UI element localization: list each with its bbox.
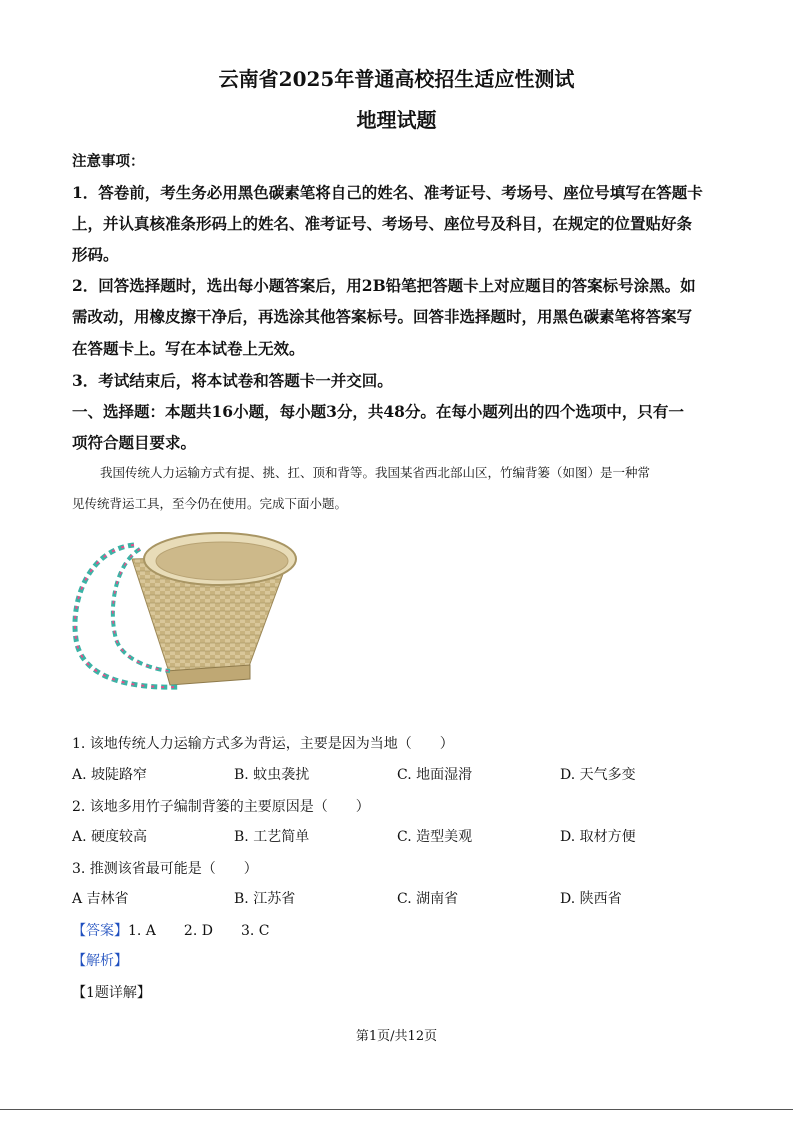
section-heading-line-1: 一、选择题：本题共16小题，每小题3分，共48分。在每小题列出的四个选项中，只有一 xyxy=(72,402,684,421)
section-heading-line-2: 项符合题目要求。 xyxy=(72,433,197,452)
exam-title: 云南省2025年普通高校招生适应性测试 xyxy=(218,67,575,91)
passage-line-1: 我国传统人力运输方式有提、挑、扛、顶和背等。我国某省西北部山区，竹编背篓（如图）是一种常 xyxy=(100,465,651,480)
q1-option-a: A. 坡陡路窄 xyxy=(72,767,148,783)
notice-item-1-line-3: 形码。 xyxy=(72,245,119,264)
q3-option-b: B. 江苏省 xyxy=(234,891,296,907)
analysis-label: 【解析】 xyxy=(72,953,128,969)
answer-text: 1. A 2. D 3. C xyxy=(128,923,270,939)
notice-item-1-line-1: 1．答卷前，考生务必用黑色碳素笔将自己的姓名、准考证号、考场号、座位号填写在答题卡 xyxy=(72,183,703,202)
exam-subject: 地理试题 xyxy=(356,108,437,132)
passage-line-2: 见传统背运工具，至今仍在使用。完成下面小题。 xyxy=(72,496,348,511)
q2-option-a: A. 硬度较高 xyxy=(72,829,148,845)
question-1-stem: 1. 该地传统人力运输方式多为背运，主要是因为当地（ ） xyxy=(72,736,454,752)
q3-option-a: A 吉林省 xyxy=(72,891,129,907)
bamboo-basket-image xyxy=(70,519,302,699)
q3-option-d: D. 陕西省 xyxy=(560,891,622,907)
notice-item-1-line-2: 上，并认真核准条形码上的姓名、准考证号、考场号、座位号及科目，在规定的位置贴好条 xyxy=(72,214,693,233)
question-2-stem: 2. 该地多用竹子编制背篓的主要原因是（ ） xyxy=(72,799,370,815)
page-bottom-rule xyxy=(0,1109,793,1110)
q2-option-b: B. 工艺简单 xyxy=(234,829,310,845)
page-number: 第1页/共12页 xyxy=(355,1029,438,1044)
q2-option-d: D. 取材方便 xyxy=(560,829,636,845)
q1-option-b: B. 蚊虫袭扰 xyxy=(234,767,310,783)
notice-item-3: 3．考试结束后，将本试卷和答题卡一并交回。 xyxy=(72,371,393,390)
question-3-stem: 3. 推测该省最可能是（ ） xyxy=(72,861,258,877)
answer-line xyxy=(72,920,269,940)
q1-option-c: C. 地面湿滑 xyxy=(397,767,473,783)
notice-heading: 注意事项： xyxy=(72,153,145,170)
analysis-detail-heading: 【1题详解】 xyxy=(72,985,151,1001)
q3-option-c: C. 湖南省 xyxy=(397,891,459,907)
notice-item-2-line-1: 2．回答选择题时，选出每小题答案后，用2B铅笔把答题卡上对应题目的答案标号涂黑。如 xyxy=(72,276,696,295)
notice-item-2-line-3: 在答题卡上。写在本试卷上无效。 xyxy=(72,339,305,358)
q2-option-c: C. 造型美观 xyxy=(397,829,473,845)
answer-label: 【答案】 xyxy=(72,923,128,939)
notice-item-2-line-2: 需改动，用橡皮擦干净后，再选涂其他答案标号。回答非选择题时，用黑色碳素笔将答案写 xyxy=(72,307,693,326)
q1-option-d: D. 天气多变 xyxy=(560,767,636,783)
